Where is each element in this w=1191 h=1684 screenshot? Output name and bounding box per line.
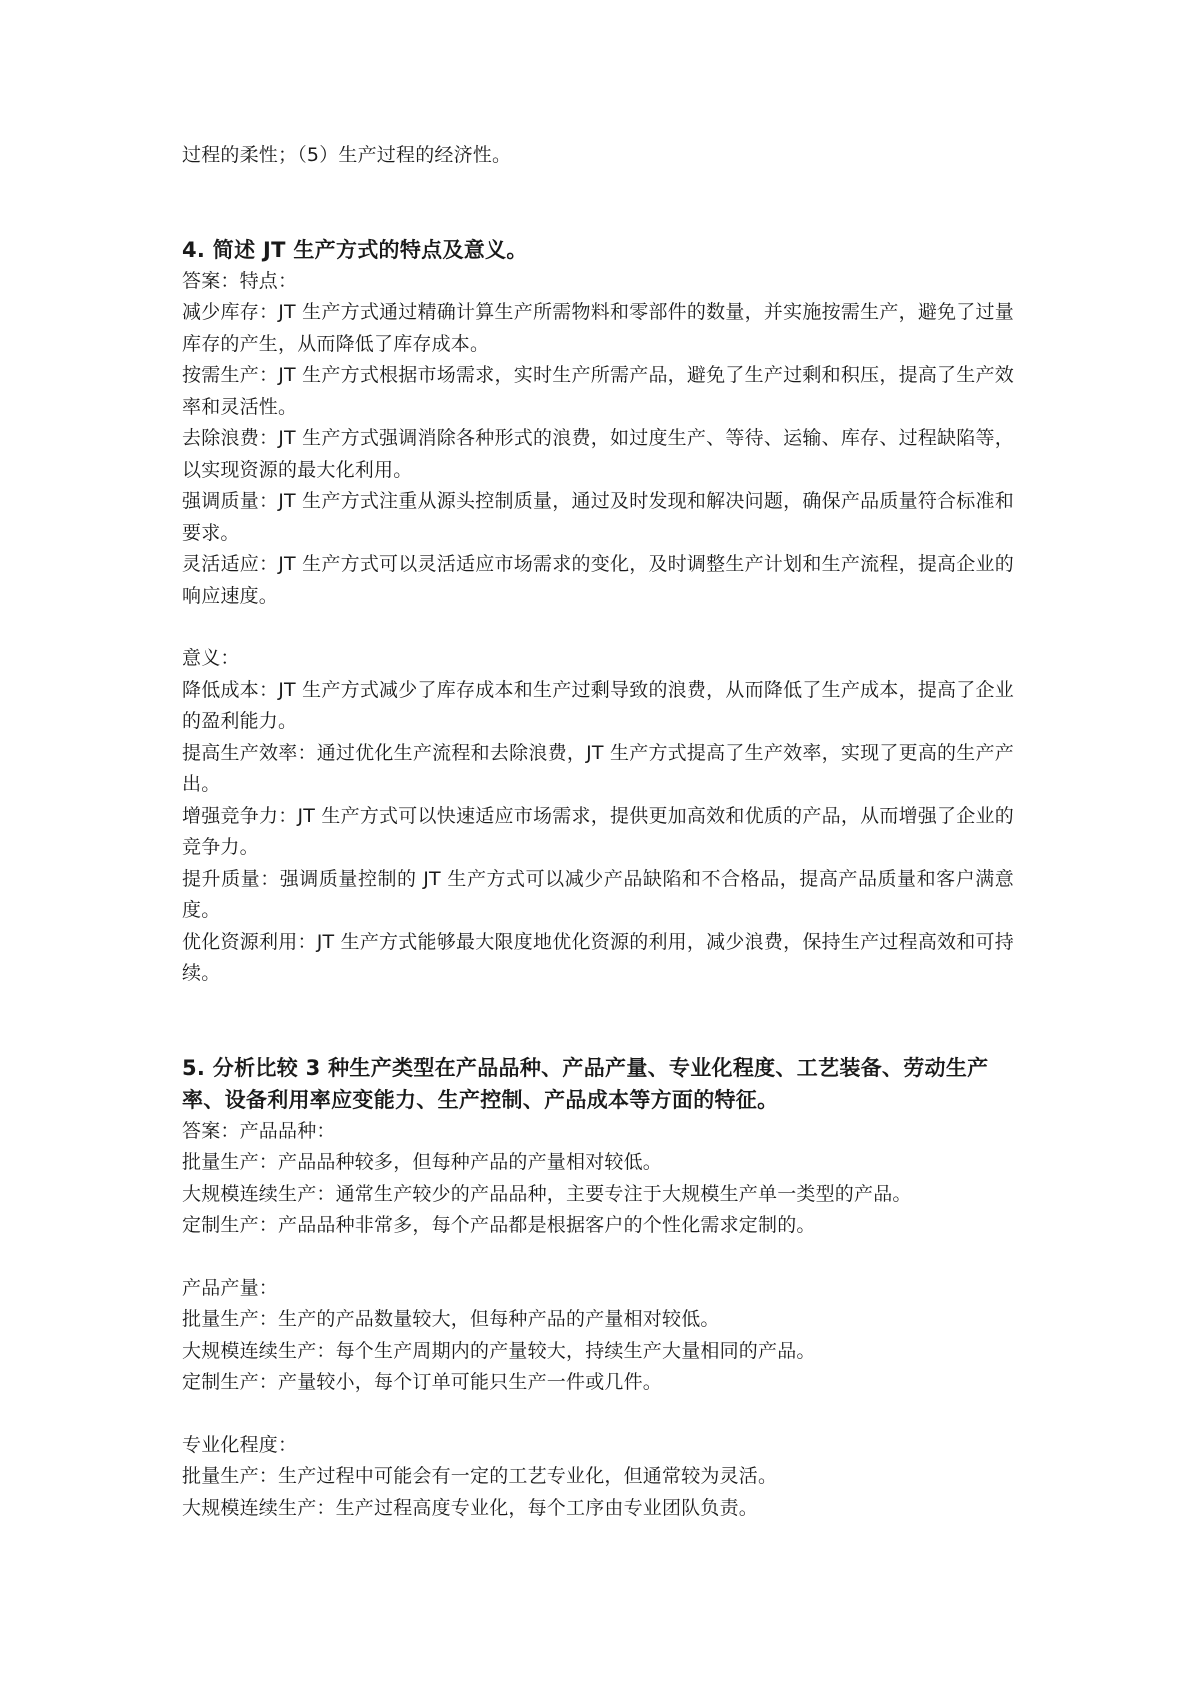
question-5-title: 5. 分析比较 3 种生产类型在产品品种、产品产量、专业化程度、工艺装备、劳动生产率、设备利用率应变能力、生产控制、产品成本等方面的特征。 bbox=[182, 1055, 989, 1112]
q4-feature-4: 强调质量：JT 生产方式注重从源头控制质量，通过及时发现和解决问题，确保产品质量符合标准和要求。 bbox=[182, 490, 1014, 544]
q5-output-label: 产品产量： bbox=[182, 1276, 279, 1299]
question-4-title: 4. 简述 JT 生产方式的特点及意义。 bbox=[182, 237, 528, 262]
q5-variety-1: 批量生产：产品品种较多，但每种产品的产量相对较低。 bbox=[182, 1151, 663, 1173]
q4-meaning-5: 优化资源利用：JT 生产方式能够最大限度地优化资源的利用，减少浪费，保持生产过程高效和可持续。 bbox=[182, 930, 1014, 984]
spacer bbox=[182, 172, 1014, 234]
q5-answer-label: 答案：产品品种： bbox=[182, 1119, 336, 1142]
q4-meaning-1: 降低成本：JT 生产方式减少了库存成本和生产过剩导致的浪费，从而降低了生产成本，提高了企业的盈利能力。 bbox=[182, 678, 1014, 732]
spacer bbox=[182, 1242, 1014, 1273]
document-page bbox=[182, 140, 1014, 1524]
spacer bbox=[182, 612, 1014, 643]
q4-meaning-2: 提高生产效率：通过优化生产流程和去除浪费，JT 生产方式提高了生产效率，实现了更高的生产产出。 bbox=[182, 741, 1014, 795]
q4-meaning-3: 增强竞争力：JT 生产方式可以快速适应市场需求，提供更加高效和优质的产品，从而增强了企业的竞争力。 bbox=[182, 804, 1014, 858]
q5-specialization-label: 专业化程度： bbox=[182, 1433, 298, 1456]
q5-specialization-2: 大规模连续生产：生产过程高度专业化，每个工序由专业团队负责。 bbox=[182, 1496, 759, 1519]
q4-meaning-4: 提升质量：强调质量控制的 JT 生产方式可以减少产品缺陷和不合格品，提高产品质量和客户满意度。 bbox=[182, 867, 1014, 921]
spacer bbox=[182, 990, 1014, 1052]
q5-variety-2: 大规模连续生产：通常生产较少的产品品种，主要专注于大规模生产单一类型的产品。 bbox=[182, 1182, 912, 1205]
q4-feature-1: 减少库存：JT 生产方式通过精确计算生产所需物料和零部件的数量，并实施按需生产，避免了过量库存的产生，从而降低了库存成本。 bbox=[182, 301, 1014, 355]
q4-feature-5: 灵活适应：JT 生产方式可以灵活适应市场需求的变化，及时调整生产计划和生产流程，提高企业的响应速度。 bbox=[182, 553, 1014, 607]
q5-specialization-1: 批量生产：生产过程中可能会有一定的工艺专业化，但通常较为灵活。 bbox=[182, 1465, 778, 1487]
q4-answer-label: 答案：特点： bbox=[182, 269, 298, 292]
q5-output-1: 批量生产：生产的产品数量较大，但每种产品的产量相对较低。 bbox=[182, 1308, 720, 1330]
q4-meaning-label: 意义： bbox=[182, 647, 240, 669]
q4-feature-2: 按需生产：JT 生产方式根据市场需求，实时生产所需产品，避免了生产过剩和积压，提高了生产效率和灵活性。 bbox=[182, 364, 1014, 418]
intro-text: 过程的柔性；（5）生产过程的经济性。 bbox=[182, 144, 512, 166]
spacer bbox=[182, 1399, 1014, 1430]
q5-variety-3: 定制生产：产品品种非常多，每个产品都是根据客户的个性化需求定制的。 bbox=[182, 1214, 816, 1236]
q5-output-3: 定制生产：产量较小，每个订单可能只生产一件或几件。 bbox=[182, 1371, 663, 1393]
q5-output-2: 大规模连续生产：每个生产周期内的产量较大，持续生产大量相同的产品。 bbox=[182, 1339, 816, 1362]
q4-feature-3: 去除浪费：JT 生产方式强调消除各种形式的浪费，如过度生产、等待、运输、库存、过程缺陷等，以实现资源的最大化利用。 bbox=[182, 427, 1014, 481]
